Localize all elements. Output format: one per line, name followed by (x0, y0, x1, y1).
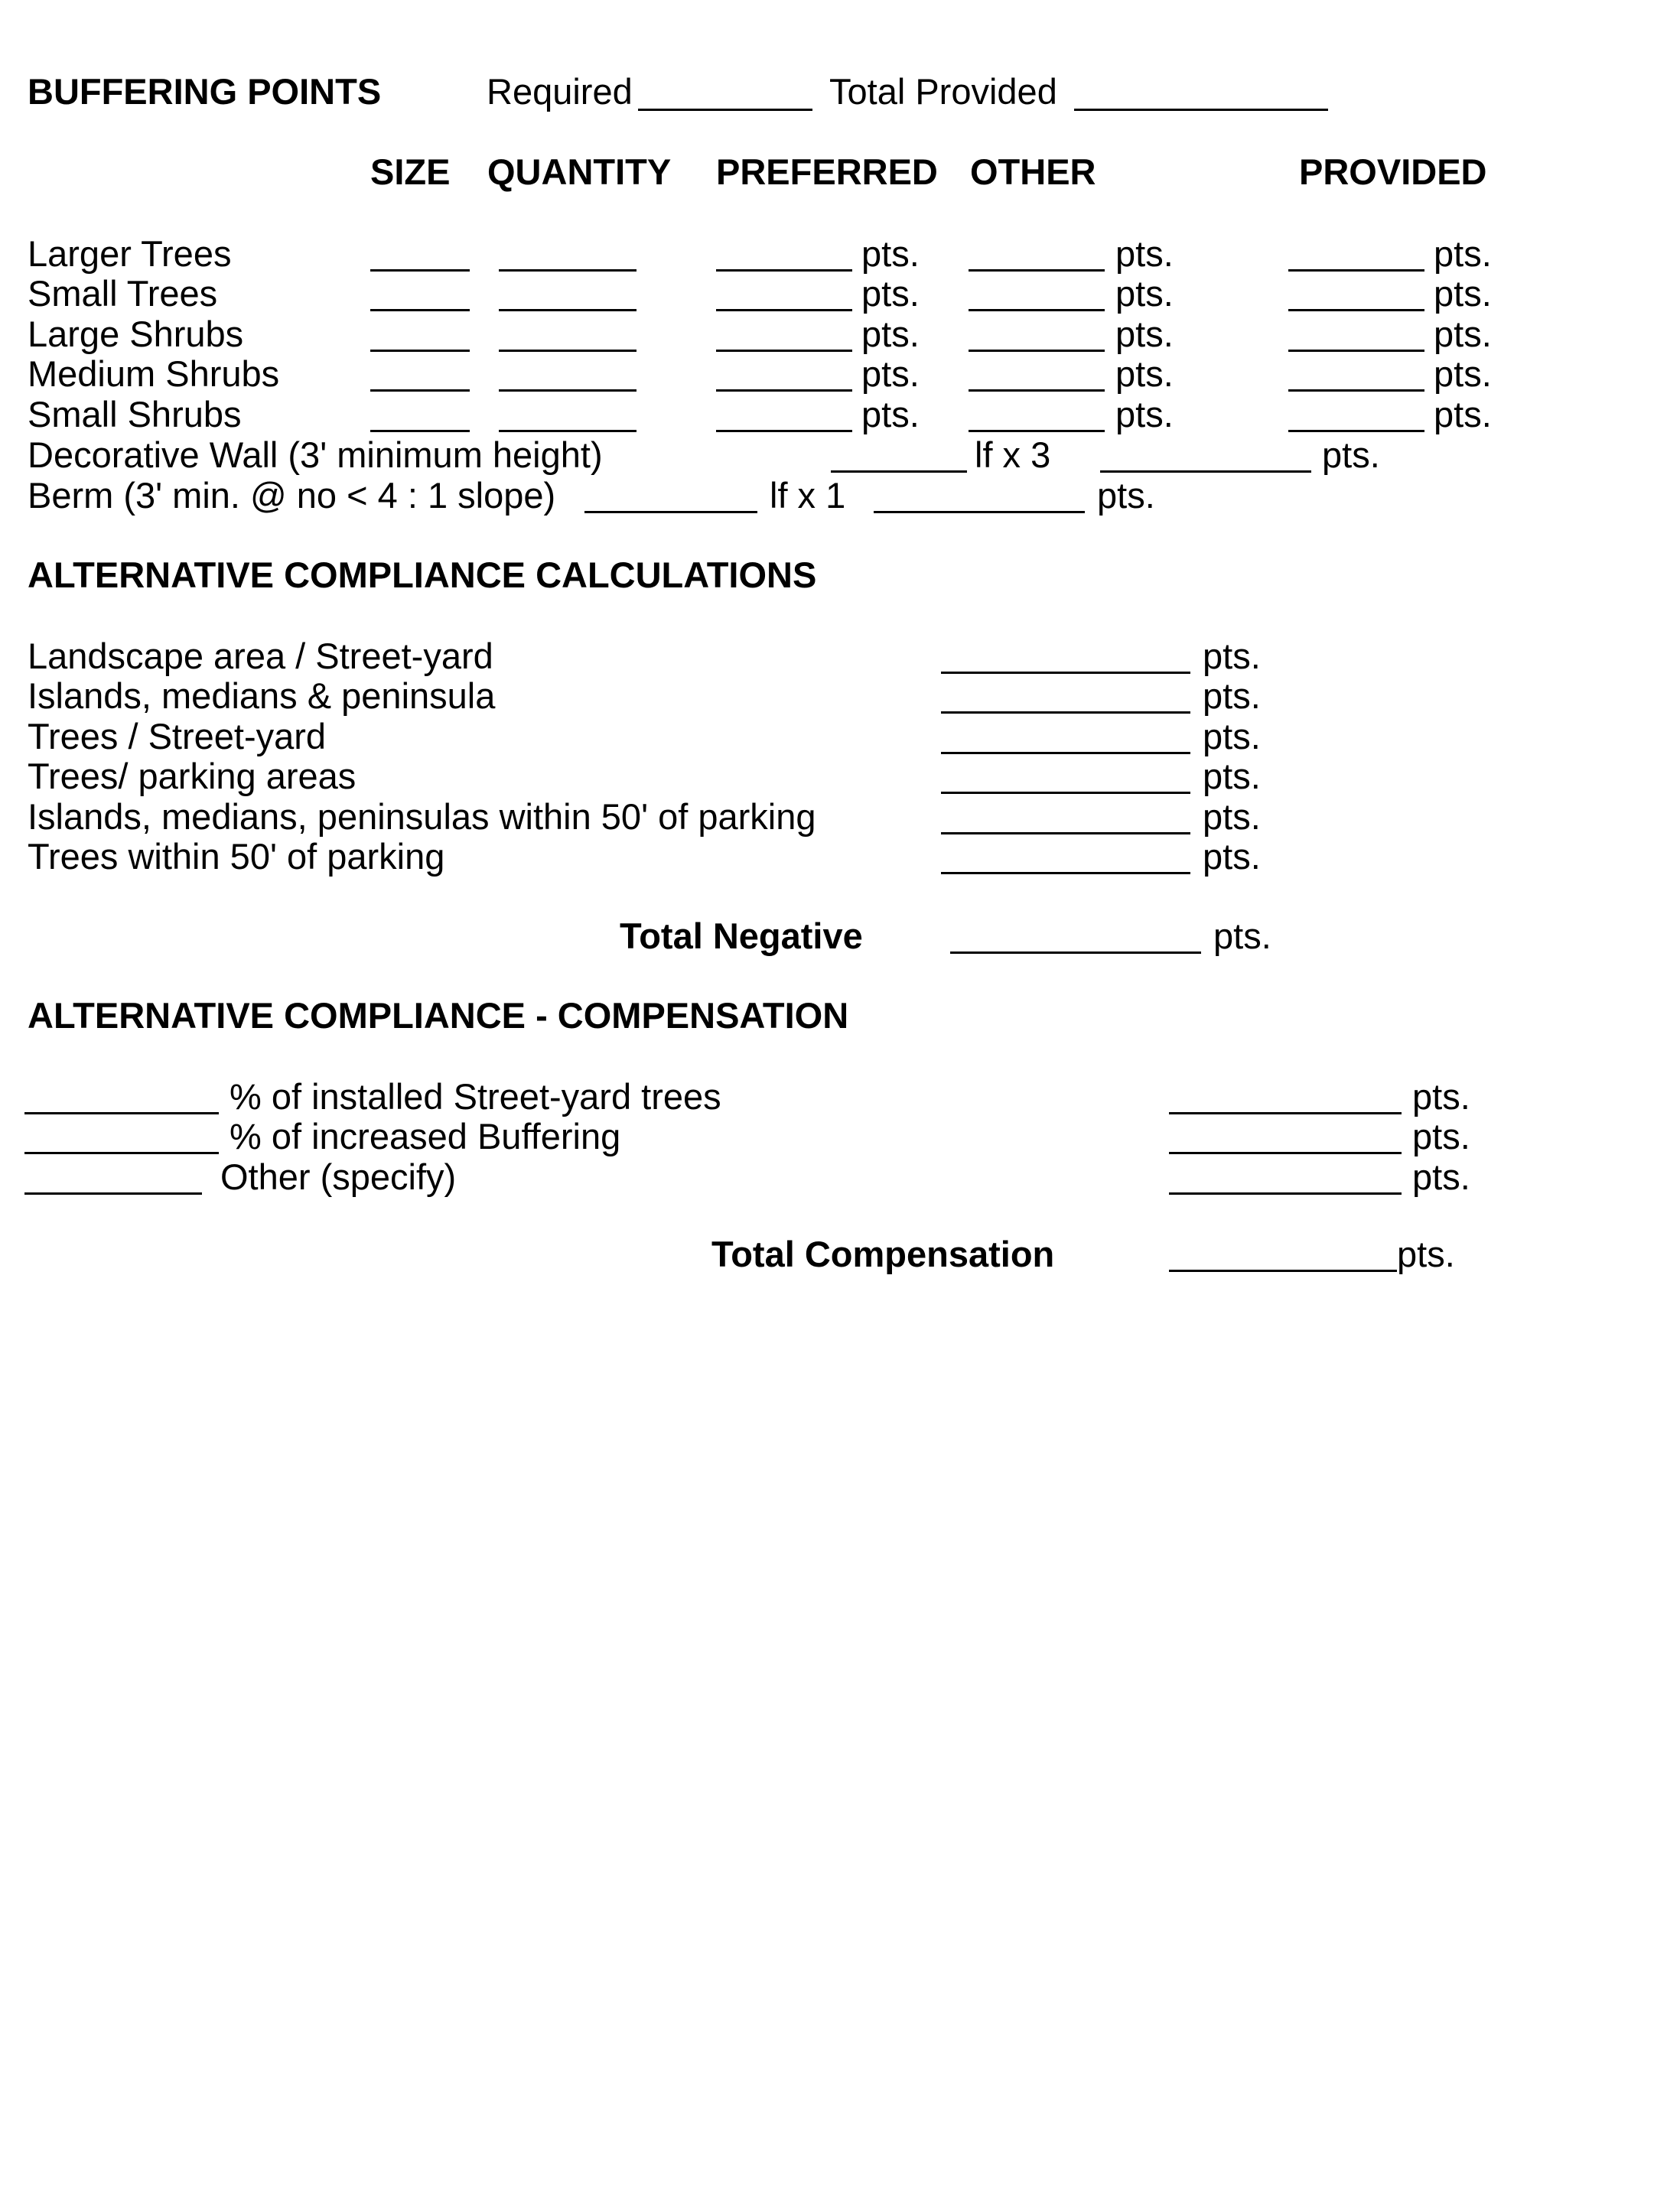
calculations-title: ALTERNATIVE COMPLIANCE CALCULATIONS (28, 555, 817, 595)
quantity-field[interactable] (499, 430, 637, 432)
plant-row-label: Small Trees (28, 273, 218, 314)
quantity-field[interactable] (499, 350, 637, 352)
preferred-field[interactable] (716, 389, 852, 392)
berm-label: Berm (3' min. @ no < 4 : 1 slope) (28, 475, 556, 516)
compensation-points-field[interactable] (1169, 1112, 1402, 1114)
decorative-wall-label: Decorative Wall (3' minimum height) (28, 434, 603, 475)
calculation-points-field[interactable] (941, 832, 1190, 834)
pts-unit: pts. (861, 314, 920, 354)
pts-unit: pts. (1115, 273, 1174, 314)
plant-row-label: Large Shrubs (28, 314, 244, 354)
compensation-item-label: Other (specify) (220, 1156, 457, 1197)
plant-row-label: Medium Shrubs (28, 353, 280, 394)
calculation-item-label: Trees / Street-yard (28, 716, 327, 756)
calculation-item-label: Trees within 50' of parking (28, 836, 445, 877)
column-header-preferred: PREFERRED (716, 151, 938, 192)
compensation-percent-field[interactable] (24, 1112, 219, 1114)
other-field[interactable] (969, 269, 1105, 272)
total-compensation-label: Total Compensation (711, 1234, 1055, 1274)
pts-unit: pts. (1203, 836, 1261, 877)
pts-unit: pts. (1434, 314, 1492, 354)
compensation-percent-field[interactable] (24, 1152, 219, 1154)
preferred-field[interactable] (716, 430, 852, 432)
quantity-field[interactable] (499, 269, 637, 272)
provided-field[interactable] (1288, 430, 1424, 432)
wall-points-field[interactable] (1100, 470, 1311, 473)
pts-unit: pts. (861, 353, 920, 394)
column-header-quantity: QUANTITY (487, 151, 672, 192)
preferred-field[interactable] (716, 269, 852, 272)
buffering-points-title: BUFFERING POINTS (28, 71, 382, 112)
calculation-item-label: Trees/ parking areas (28, 756, 357, 796)
calculation-points-field[interactable] (941, 872, 1190, 874)
calculation-item-label: Islands, medians & peninsula (28, 675, 496, 716)
berm-length-field[interactable] (584, 511, 757, 513)
preferred-field[interactable] (716, 350, 852, 352)
size-field[interactable] (370, 389, 470, 392)
pts-unit: pts. (1434, 353, 1492, 394)
pts-unit: pts. (1115, 233, 1174, 274)
calculation-points-field[interactable] (941, 792, 1190, 794)
pts-unit: pts. (1203, 716, 1261, 756)
pts-unit: pts. (1213, 916, 1271, 956)
provided-field[interactable] (1288, 309, 1424, 311)
plant-row-label: Small Shrubs (28, 394, 242, 434)
berm-points-field[interactable] (874, 511, 1085, 513)
size-field[interactable] (370, 269, 470, 272)
calculation-points-field[interactable] (941, 672, 1190, 674)
size-field[interactable] (370, 350, 470, 352)
pts-unit: pts. (861, 273, 920, 314)
compensation-title: ALTERNATIVE COMPLIANCE - COMPENSATION (28, 995, 849, 1036)
pts-unit: pts. (1115, 394, 1174, 434)
wall-length-field[interactable] (831, 470, 967, 473)
size-field[interactable] (370, 309, 470, 311)
required-field[interactable] (638, 109, 812, 111)
pts-unit: pts. (1412, 1156, 1470, 1197)
column-header-size: SIZE (370, 151, 451, 192)
pts-unit: pts. (1397, 1234, 1455, 1274)
compensation-other-field[interactable] (24, 1192, 202, 1195)
pts-unit: pts. (1412, 1076, 1470, 1117)
pts-unit: pts. (1434, 233, 1492, 274)
pts-unit: pts. (1434, 394, 1492, 434)
calculation-item-label: Landscape area / Street-yard (28, 636, 493, 676)
total-provided-label: Total Provided (829, 71, 1057, 112)
total-negative-field[interactable] (950, 951, 1201, 954)
compensation-points-field[interactable] (1169, 1152, 1402, 1154)
pts-unit: pts. (1322, 434, 1380, 475)
pts-unit: pts. (861, 233, 920, 274)
pts-unit: pts. (1203, 796, 1261, 837)
total-negative-label: Total Negative (620, 916, 863, 956)
quantity-field[interactable] (499, 309, 637, 311)
total-provided-field[interactable] (1074, 109, 1328, 111)
required-label: Required (487, 71, 633, 112)
pts-unit: pts. (1115, 314, 1174, 354)
pts-unit: pts. (1412, 1116, 1470, 1156)
other-field[interactable] (969, 389, 1105, 392)
other-field[interactable] (969, 430, 1105, 432)
other-field[interactable] (969, 309, 1105, 311)
berm-multiplier: lf x 1 (770, 475, 846, 516)
total-compensation-field[interactable] (1169, 1270, 1397, 1272)
column-header-provided: PROVIDED (1299, 151, 1487, 192)
compensation-item-label: % of increased Buffering (230, 1116, 621, 1156)
size-field[interactable] (370, 430, 470, 432)
provided-field[interactable] (1288, 350, 1424, 352)
calculation-item-label: Islands, medians, peninsulas within 50' of parking (28, 796, 816, 837)
pts-unit: pts. (1203, 756, 1261, 796)
pts-unit: pts. (1203, 675, 1261, 716)
compensation-points-field[interactable] (1169, 1192, 1402, 1195)
provided-field[interactable] (1288, 269, 1424, 272)
provided-field[interactable] (1288, 389, 1424, 392)
pts-unit: pts. (861, 394, 920, 434)
wall-multiplier: lf x 3 (975, 434, 1051, 475)
calculation-points-field[interactable] (941, 711, 1190, 714)
pts-unit: pts. (1115, 353, 1174, 394)
calculation-points-field[interactable] (941, 752, 1190, 754)
compensation-item-label: % of installed Street-yard trees (230, 1076, 721, 1117)
pts-unit: pts. (1203, 636, 1261, 676)
quantity-field[interactable] (499, 389, 637, 392)
pts-unit: pts. (1097, 475, 1155, 516)
preferred-field[interactable] (716, 309, 852, 311)
plant-row-label: Larger Trees (28, 233, 232, 274)
pts-unit: pts. (1434, 273, 1492, 314)
column-header-other: OTHER (970, 151, 1096, 192)
other-field[interactable] (969, 350, 1105, 352)
